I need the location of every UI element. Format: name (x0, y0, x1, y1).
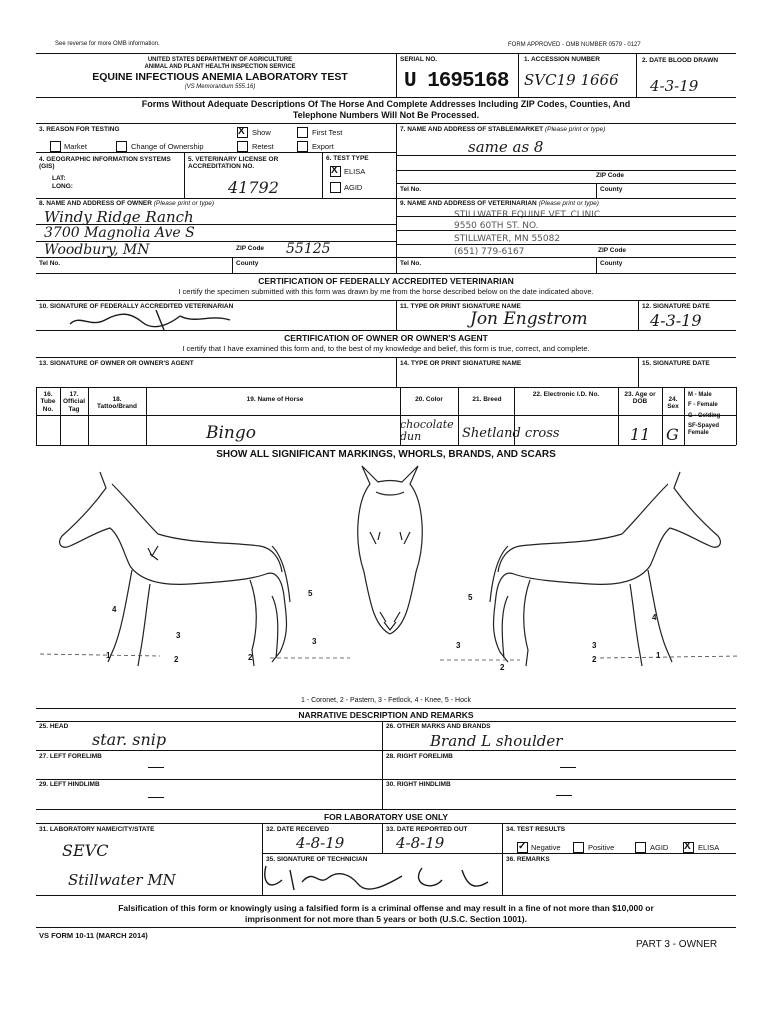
owner-zip-label: ZIP Code (236, 245, 265, 252)
owner-county-label: County (236, 260, 259, 267)
cert-owner-text: I certify that I have examined this form and, to the best of my knowledge and belief, this form is true, correct, and complete. (182, 344, 590, 353)
date-reported-label: 33. DATE REPORTED OUT (386, 826, 468, 833)
first-test-checkbox[interactable] (297, 127, 308, 138)
horse-age-value[interactable]: 11 (630, 425, 651, 444)
cert-vet-text: I certify the specimen submitted with this form was drawn by me from the horse described below on the date indicated above. (178, 287, 594, 296)
part-label: PART 3 - OWNER (636, 939, 718, 950)
svg-text:3: 3 (592, 641, 597, 650)
vet-stamp-line3: STILLWATER, MN 55082 (454, 234, 561, 244)
vet-county-label: County (600, 260, 623, 267)
export-label: Export (312, 142, 334, 151)
lab-heading: FOR LABORATORY USE ONLY (323, 812, 449, 822)
agid-label: AGID (344, 183, 363, 192)
divider (36, 97, 736, 98)
lab-name-value1[interactable]: SEVC (62, 841, 109, 860)
vet-signature[interactable] (60, 306, 240, 332)
vet-zip-label: ZIP Code (598, 247, 627, 254)
vet-stamp-line4: (651) 779-6167 (454, 247, 525, 257)
lat-label: LAT: (52, 175, 66, 182)
sex-code-g: G - Gelding (688, 413, 721, 419)
reason-label: 3. REASON FOR TESTING (39, 126, 120, 133)
left-horse-outline (60, 472, 287, 662)
divider (396, 53, 397, 97)
positive-checkbox[interactable] (573, 842, 584, 853)
divider (146, 387, 147, 445)
divider (232, 257, 233, 273)
col-tube: 16. Tube No. (40, 391, 56, 413)
col-age: 23. Age or DOB (624, 391, 656, 406)
divider (36, 809, 736, 810)
divider (36, 721, 736, 722)
stable-tel-label: Tel No. (400, 186, 422, 193)
col-horse-name: 19. Name of Horse (246, 396, 304, 403)
divider (684, 387, 685, 445)
divider (638, 300, 639, 330)
other-marks-value[interactable]: Brand L shoulder (430, 732, 563, 750)
vet-license-value[interactable]: 41792 (228, 178, 279, 197)
retest-label: Retest (252, 142, 274, 151)
divider (36, 445, 736, 446)
divider (396, 155, 736, 156)
horse-breed-value[interactable]: Shetland cross (462, 426, 560, 441)
divider (636, 53, 637, 97)
divider (36, 152, 396, 153)
svg-text:1: 1 (106, 651, 111, 660)
divider (36, 257, 396, 258)
warning-line2: Telephone Numbers Will Not Be Processed. (292, 110, 480, 120)
svg-text:2: 2 (500, 663, 505, 672)
vet-license-label: 5. VETERINARY LICENSE OR ACCREDITATION NO. (188, 156, 279, 171)
lab-elisa-checkbox[interactable]: X (683, 842, 694, 853)
divider (88, 387, 89, 445)
divider (396, 216, 736, 217)
agid-checkbox[interactable] (330, 182, 341, 193)
long-label: LONG: (52, 183, 73, 190)
divider (396, 357, 397, 387)
col-breed: 21. Breed (472, 396, 502, 403)
svg-text:2: 2 (592, 655, 597, 664)
svg-text:2: 2 (174, 655, 179, 664)
right-hindlimb-dash (556, 795, 572, 796)
lab-agid-label: AGID (650, 843, 669, 852)
vet-date-label: 12. SIGNATURE DATE (642, 303, 710, 310)
negative-label: Negative (531, 843, 561, 852)
positive-label: Positive (588, 843, 615, 852)
owner-tel-label: Tel No. (39, 260, 61, 267)
change-owner-checkbox[interactable] (116, 141, 127, 152)
divider (396, 230, 736, 231)
date-reported-value[interactable]: 4-8-19 (396, 834, 445, 852)
svg-text:2: 2 (248, 653, 253, 662)
show-label: Show (252, 128, 271, 137)
svg-text:3: 3 (176, 631, 181, 640)
right-forelimb-dash (560, 767, 576, 768)
divider (396, 244, 736, 245)
vet-stamp-line2: 9550 60TH ST. NO. (454, 221, 539, 231)
accession-label: 1. ACCESSION NUMBER (524, 56, 600, 63)
divider (396, 300, 397, 330)
date-received-value[interactable]: 4-8-19 (296, 834, 345, 852)
divider (36, 53, 736, 54)
export-checkbox[interactable] (297, 141, 308, 152)
technician-label: 35. SIGNATURE OF TECHNICIAN (266, 856, 368, 863)
remarks-label: 36. REMARKS (506, 856, 550, 863)
falsification-line1: Falsification of this form or knowingly using a falsified form is a criminal offense and may result in a fine of not more than $10,000 or (118, 903, 654, 913)
divider (36, 300, 736, 301)
sex-code-f: F - Female (688, 402, 718, 408)
vet-signature-label: 10. SIGNATURE OF FEDERALLY ACCREDITED VETERINARIAN (39, 303, 234, 310)
col-tag: 17. Official Tag (62, 391, 86, 413)
market-label: Market (64, 142, 87, 151)
owner-line1[interactable]: Windy Ridge Ranch (44, 208, 194, 226)
vet-name-value[interactable]: Jon Engstrom (470, 309, 588, 329)
omb-number: FORM APPROVED - OMB NUMBER 0579 - 0127 (508, 42, 641, 48)
divider (36, 273, 736, 274)
technician-signature[interactable] (262, 862, 498, 896)
divider (396, 257, 736, 258)
right-horse-outline (494, 472, 721, 662)
col-color: 20. Color (415, 396, 443, 403)
lab-name-value2[interactable]: Stillwater MN (68, 871, 176, 889)
serial-number: U 1695168 (404, 70, 509, 93)
owner-signature-label: 13. SIGNATURE OF OWNER OR OWNER'S AGENT (39, 360, 194, 367)
agency-service: ANIMAL AND PLANT HEALTH INSPECTION SERVICE (144, 64, 296, 70)
date-blood-value[interactable]: 4-3-19 (650, 77, 699, 95)
divider (518, 53, 519, 97)
owner-line2[interactable]: 3700 Magnolia Ave S (44, 225, 195, 241)
date-blood-label: 2. DATE BLOOD DRAWN (642, 57, 719, 64)
col-eid: 22. Electronic I.D. No. (532, 391, 600, 398)
horse-diagram[interactable] (40, 462, 740, 690)
show-checkbox[interactable]: X (237, 127, 248, 138)
lab-agid-checkbox[interactable] (635, 842, 646, 853)
vet-name-label: 11. TYPE OR PRINT SIGNATURE NAME (400, 303, 521, 310)
owner-name-label: 14. TYPE OR PRINT SIGNATURE NAME (400, 360, 522, 367)
lab-name-label: 31. LABORATORY NAME/CITY/STATE (39, 826, 155, 833)
owner-label: 8. NAME AND ADDRESS OF OWNER (Please print or type) (39, 200, 215, 207)
divider (36, 779, 736, 780)
form-id: VS FORM 10-11 (MARCH 2014) (39, 931, 148, 940)
markings-legend: 1 - Coronet, 2 - Pastern, 3 - Fetlock, 4 - Knee, 5 - Hock (300, 697, 471, 704)
divider (36, 895, 736, 896)
test-results-label: 34. TEST RESULTS (506, 826, 566, 833)
first-test-label: First Test (312, 128, 343, 137)
market-checkbox[interactable] (50, 141, 61, 152)
svg-text:5: 5 (468, 593, 473, 602)
divider (36, 387, 736, 388)
divider (638, 357, 639, 387)
divider (36, 198, 736, 199)
lab-elisa-label: ELISA (698, 843, 720, 852)
divider (596, 183, 597, 198)
owner-line3[interactable]: Woodbury, MN (44, 242, 150, 258)
svg-text:5: 5 (308, 589, 313, 598)
left-hindlimb-label: 29. LEFT HINDLIMB (39, 781, 100, 788)
other-marks-label: 26. OTHER MARKS AND BRANDS (386, 723, 491, 730)
divider (262, 853, 736, 854)
divider (396, 170, 736, 171)
vet-tel-label: Tel No. (400, 260, 422, 267)
col-sex: 24. Sex (667, 396, 679, 411)
falsification-line2: imprisonment for not more than 5 years or both (U.S.C. Section 1001). (245, 914, 527, 924)
right-hindlimb-label: 30. RIGHT HINDLIMB (386, 781, 451, 788)
head-label: 25. HEAD (39, 723, 69, 730)
narrative-heading: NARRATIVE DESCRIPTION AND REMARKS (298, 710, 474, 720)
sex-code-sf: SF-Spayed Female (688, 423, 720, 436)
memo-ref: (VS Memorandum 555.16) (184, 84, 256, 90)
col-tattoo: 18. Tattoo/Brand (97, 396, 137, 411)
divider (382, 721, 383, 809)
horse-sex-value[interactable]: G (666, 425, 679, 444)
svg-text:1: 1 (656, 651, 661, 660)
vet-label: 9. NAME AND ADDRESS OF VETERINARIAN (Please print or type) (400, 200, 599, 207)
sex-code-m: M - Male (688, 392, 712, 398)
stable-county-label: County (600, 186, 623, 193)
svg-text:4: 4 (112, 605, 117, 614)
cert-owner-heading: CERTIFICATION OF OWNER OR OWNER'S AGENT (284, 333, 488, 343)
elisa-checkbox[interactable]: X (330, 166, 341, 177)
omb-note: See reverse for more OMB information. (55, 41, 160, 47)
left-forelimb-label: 27. LEFT FORELIMB (39, 753, 102, 760)
marking-brand (148, 532, 402, 630)
left-forelimb-dash (148, 767, 164, 768)
stable-zip-label: ZIP Code (596, 172, 625, 179)
divider (596, 257, 597, 273)
divider (618, 387, 619, 445)
divider (502, 823, 503, 895)
divider (382, 823, 383, 853)
divider (184, 152, 185, 198)
horse-color-value[interactable]: chocolate dun (400, 418, 454, 443)
divider (322, 152, 323, 198)
warning-line1: Forms Without Adequate Descriptions Of The Horse And Complete Addresses Including ZIP Codes, Counties, And (141, 99, 631, 109)
divider (36, 357, 736, 358)
svg-text:3: 3 (456, 641, 461, 650)
change-owner-label: Change of Ownership (131, 142, 204, 151)
stable-label: 7. NAME AND ADDRESS OF STABLE/MARKET (Please print or type) (400, 126, 606, 133)
owner-date-label: 15. SIGNATURE DATE (642, 360, 710, 367)
elisa-label: ELISA (344, 167, 366, 176)
divider (36, 750, 736, 751)
right-forelimb-label: 28. RIGHT FORELIMB (386, 753, 453, 760)
negative-checkbox[interactable]: ✓ (518, 841, 527, 852)
horse-name-value[interactable]: Bingo (206, 423, 256, 443)
divider (36, 927, 736, 928)
head-value[interactable]: star. snip (92, 730, 167, 749)
markings-heading: SHOW ALL SIGNIFICANT MARKINGS, WHORLS, BRANDS, AND SCARS (216, 449, 556, 460)
divider (36, 123, 736, 124)
divider (36, 415, 736, 416)
date-received-label: 32. DATE RECEIVED (266, 826, 330, 833)
agency-name: UNITED STATES DEPARTMENT OF AGRICULTURE (147, 57, 293, 63)
accession-value[interactable]: SVC19 1666 (524, 71, 619, 89)
divider (36, 823, 736, 824)
serial-label: SERIAL NO. (400, 56, 438, 63)
divider (736, 387, 737, 445)
svg-text:4: 4 (652, 613, 657, 622)
stable-value[interactable]: same as 8 (468, 138, 544, 156)
divider (458, 387, 459, 445)
owner-zip-value[interactable]: 55125 (286, 241, 331, 257)
retest-checkbox[interactable] (237, 141, 248, 152)
divider (36, 708, 736, 709)
vet-date-value[interactable]: 4-3-19 (650, 311, 702, 330)
svg-text:3: 3 (312, 637, 317, 646)
divider (396, 183, 736, 184)
gis-label: 4. GEOGRAPHIC INFORMATION SYSTEMS (GIS) (39, 156, 171, 171)
vet-stamp-line1: STILLWATER EQUINE VET. CLINIC (454, 210, 601, 220)
head-front-outline (358, 466, 423, 634)
form-title: EQUINE INFECTIOUS ANEMIA LABORATORY TEST (92, 71, 348, 83)
cert-vet-heading: CERTIFICATION OF FEDERALLY ACCREDITED VETERINARIAN (258, 276, 514, 286)
left-hindlimb-dash (148, 797, 164, 798)
divider (36, 330, 736, 331)
test-type-label: 6. TEST TYPE (326, 155, 369, 162)
